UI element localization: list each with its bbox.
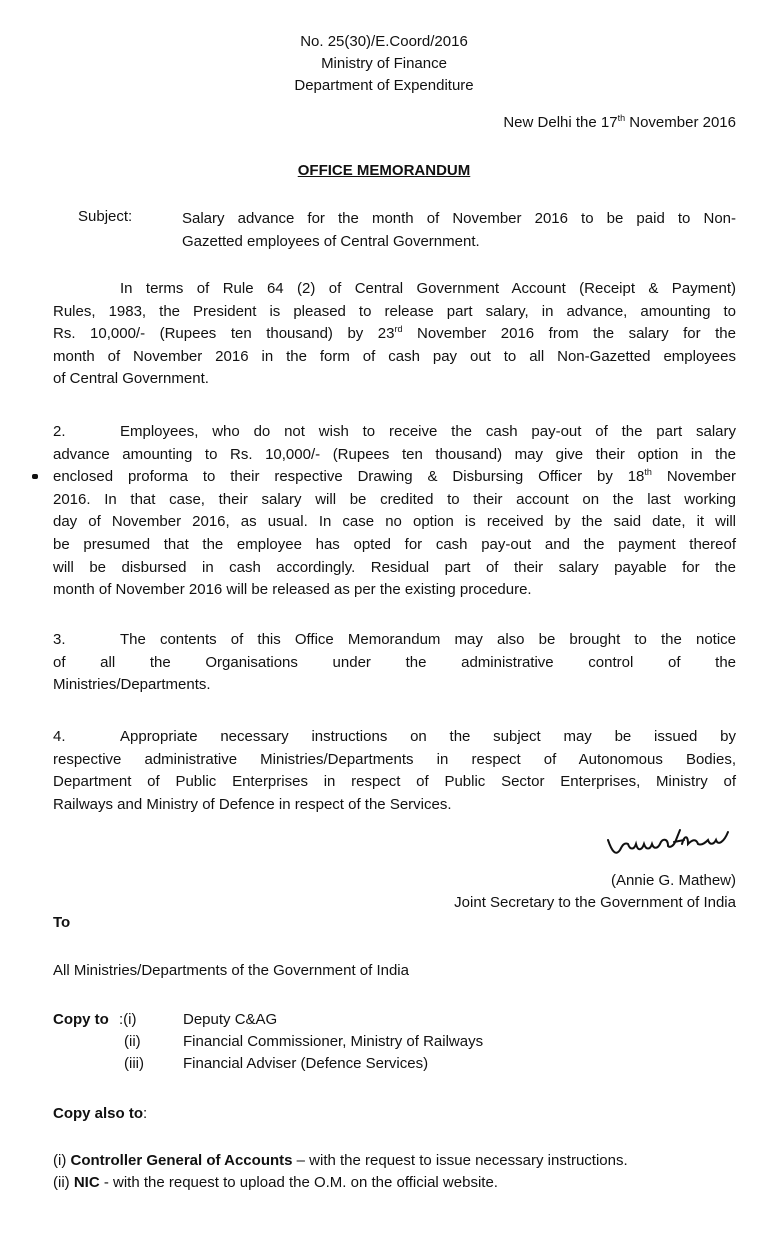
line-part-pre: enclosed proforma to their respective Drawing & Disbursing Officer by 18 bbox=[53, 468, 645, 486]
item-text: - with the request to upload the O.M. on the official website. bbox=[99, 1174, 498, 1191]
line-part-sup: rd bbox=[394, 324, 403, 335]
signatory-designation: Joint Secretary to the Government of India bbox=[454, 894, 736, 911]
paragraph-line: respective administrative Ministries/Departments in respect of Autonomous Bodies, bbox=[53, 750, 736, 768]
paragraph-line: Employees, who do not wish to receive the cash pay-out of the part salary bbox=[120, 423, 736, 440]
copy-to-item: Financial Commissioner, Ministry of Railways bbox=[183, 1033, 484, 1050]
date-month-year: November 2016 bbox=[625, 114, 736, 131]
paragraph-line: The contents of this Office Memorandum may also be brought to the notice bbox=[120, 631, 736, 648]
paragraph-3 bbox=[53, 629, 736, 697]
subject-line: Gazetted employees of Central Government. bbox=[182, 232, 480, 250]
copy-to-label: Copy to bbox=[53, 1011, 109, 1028]
copy-to-item: Deputy C&AG bbox=[183, 1011, 278, 1028]
date-suffix: th bbox=[617, 113, 626, 123]
line-part-sup: th bbox=[644, 467, 652, 478]
to-label: To bbox=[53, 914, 71, 931]
paragraph-2 bbox=[53, 421, 736, 602]
paragraph-line bbox=[53, 466, 736, 489]
copy-to-num: (iii) bbox=[124, 1055, 144, 1072]
copy-also-to-label: Copy also to bbox=[53, 1105, 144, 1122]
subject-text bbox=[182, 208, 736, 253]
paragraph-line: will be disbursed in cash accordingly. Residual part of their salary payable for the bbox=[53, 558, 736, 576]
paragraph-line: month of November 2016 will be released as per the existing procedure. bbox=[53, 581, 532, 599]
paragraph-line: be presumed that the employee has opted for cash pay-out and the payment thereof bbox=[53, 535, 736, 553]
line-part-post: November bbox=[651, 468, 737, 486]
page-title: OFFICE MEMORANDUM bbox=[297, 162, 471, 179]
subject-label: Subject: bbox=[78, 208, 133, 225]
paragraph-line: Rules, 1983, the President is pleased to release part salary, in advance, amounting to bbox=[53, 302, 736, 320]
copy-to-num: (ii) bbox=[124, 1033, 141, 1050]
memo-date bbox=[503, 114, 736, 131]
paragraph-number: 3. bbox=[53, 631, 66, 648]
copy-also-to-colon: : bbox=[143, 1105, 148, 1122]
paragraph-line: day of November 2016, as usual. In case no option is received by the said date, it will bbox=[53, 513, 736, 531]
scan-mark bbox=[32, 474, 38, 479]
copy-also-item bbox=[53, 1174, 498, 1191]
paragraph-4 bbox=[53, 726, 736, 816]
recipient: All Ministries/Departments of the Government of India bbox=[53, 962, 409, 979]
paragraph-line: In terms of Rule 64 (2) of Central Government Account (Receipt & Payment) bbox=[120, 280, 736, 297]
ministry-name: Ministry of Finance bbox=[321, 55, 447, 72]
item-num: (ii) bbox=[53, 1174, 74, 1191]
paragraph-number: 2. bbox=[53, 423, 66, 440]
paragraph-line bbox=[53, 323, 736, 346]
signature-image bbox=[600, 822, 760, 862]
paragraph-line: Appropriate necessary instructions on the subject may be issued by bbox=[120, 728, 736, 745]
date-text: New Delhi the 17 bbox=[503, 114, 618, 131]
signatory-name: (Annie G. Mathew) bbox=[610, 872, 736, 889]
paragraph-1 bbox=[53, 278, 736, 391]
paragraph-line: Railways and Ministry of Defence in respect of the Services. bbox=[53, 795, 452, 813]
copy-to-num: :(i) bbox=[119, 1011, 137, 1028]
item-text: – with the request to issue necessary instructions. bbox=[292, 1152, 628, 1169]
paragraph-line: advance amounting to Rs. 10,000/- (Rupees ten thousand) may give their option in the bbox=[53, 445, 736, 463]
paragraph-line: Department of Public Enterprises in respect of Public Sector Enterprises, Ministry of bbox=[53, 773, 736, 791]
line-part-post: November 2016 from the salary for the bbox=[402, 325, 736, 343]
item-recipient: NIC bbox=[73, 1174, 100, 1191]
paragraph-line: 2016. In that case, their salary will be credited to their account on the last working bbox=[53, 490, 736, 508]
paragraph-line: of Central Government. bbox=[53, 370, 209, 388]
copy-to-item: Financial Adviser (Defence Services) bbox=[183, 1055, 429, 1072]
reference-number: No. 25(30)/E.Coord/2016 bbox=[300, 33, 468, 50]
paragraph-line: of all the Organisations under the administrative control of the bbox=[53, 653, 736, 671]
item-num: (i) bbox=[53, 1152, 71, 1169]
paragraph-line: month of November 2016 in the form of cash pay out to all Non-Gazetted employees bbox=[53, 347, 736, 365]
paragraph-line: Ministries/Departments. bbox=[53, 676, 211, 694]
copy-also-item bbox=[53, 1152, 628, 1169]
department-name: Department of Expenditure bbox=[294, 77, 474, 94]
subject-line: Salary advance for the month of November 2016 to be paid to Non- bbox=[182, 210, 736, 227]
item-recipient: Controller General of Accounts bbox=[70, 1152, 293, 1169]
copy-also-to-heading bbox=[53, 1105, 147, 1122]
line-part-pre: Rs. 10,000/- (Rupees ten thousand) by 23 bbox=[53, 325, 395, 343]
paragraph-number: 4. bbox=[53, 728, 66, 745]
